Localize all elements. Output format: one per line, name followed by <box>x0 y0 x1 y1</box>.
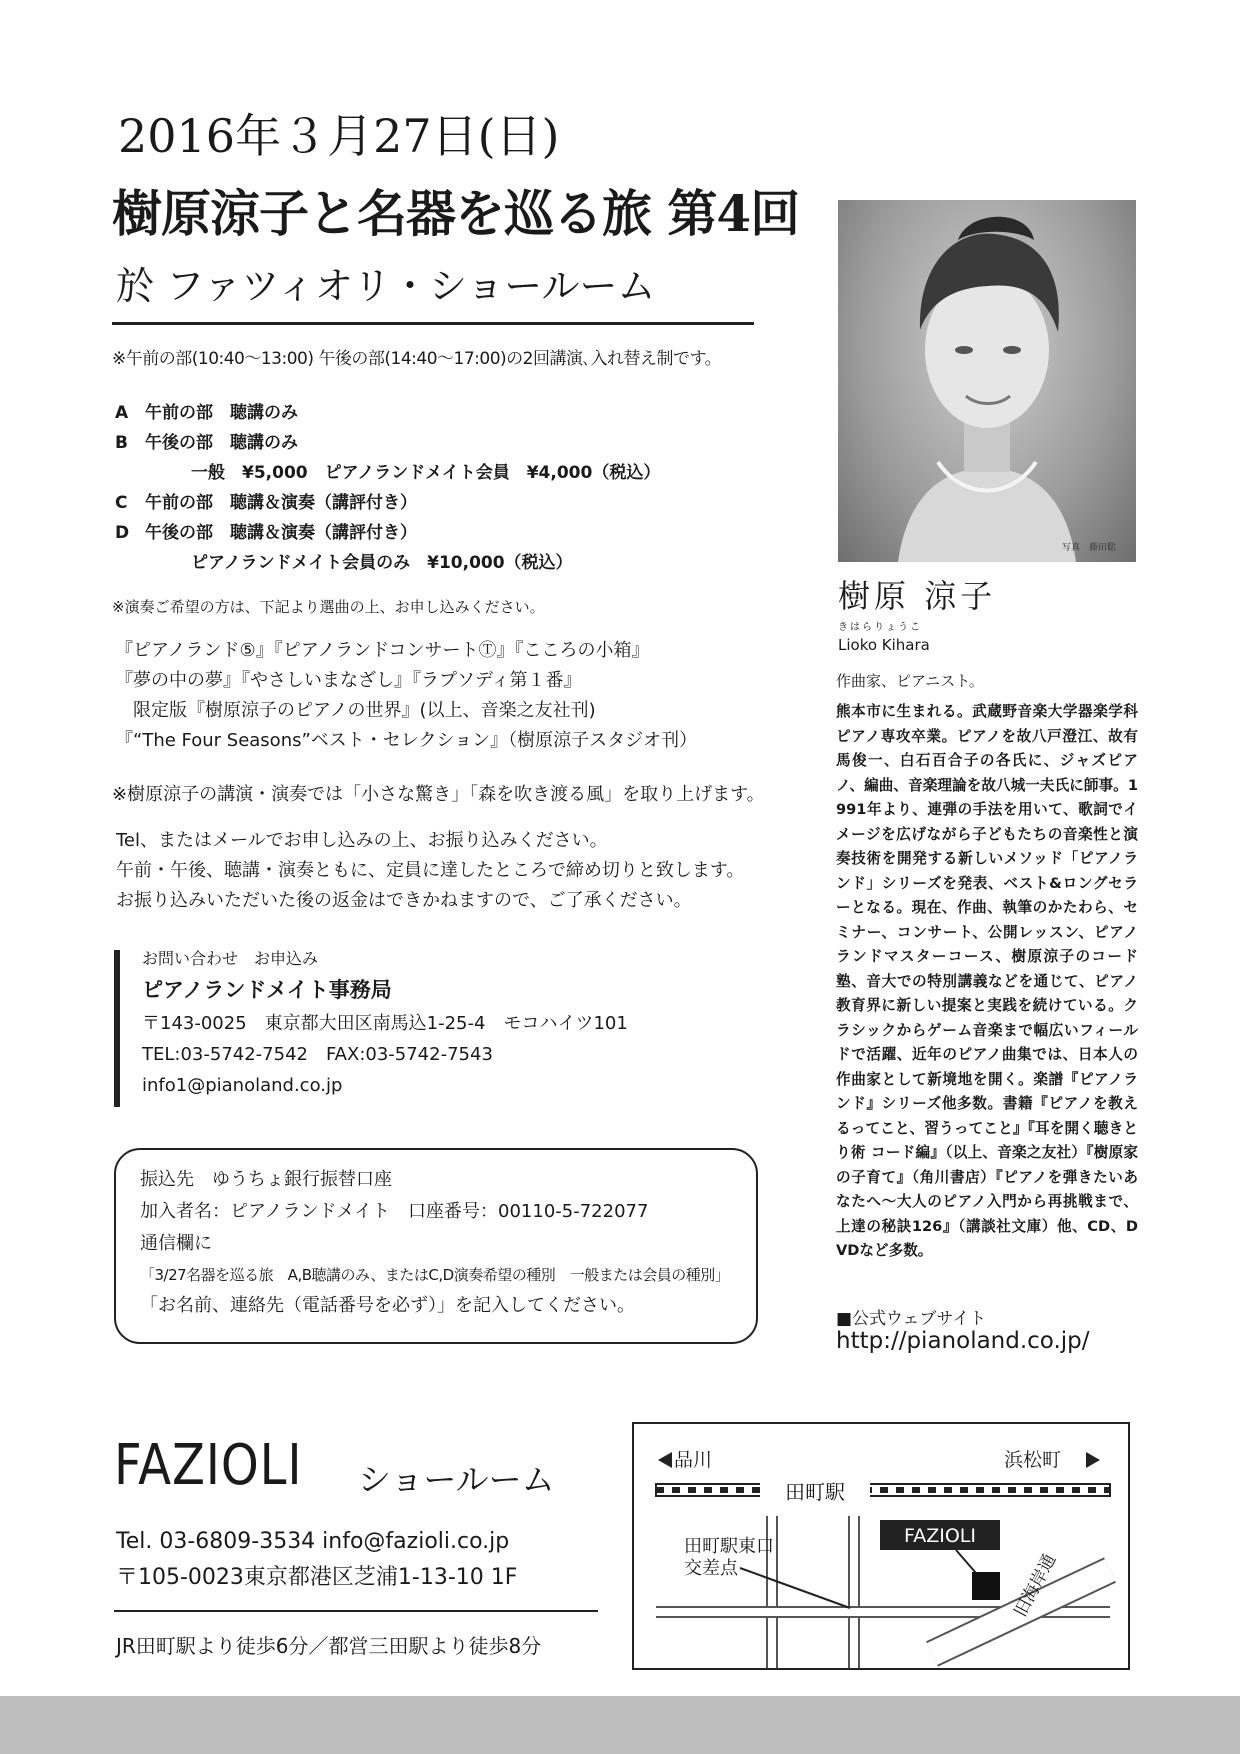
website-link[interactable]: http://pianoland.co.jp/ <box>836 1328 1090 1354</box>
apply-line: お振り込みいただいた後の返金はできかねますので、ご了承ください。 <box>116 890 692 911</box>
contact-address: 〒143-0025 東京都大田区南馬込1-25-4 モコハイツ101 <box>142 1013 628 1034</box>
lecture-note: ※樹原涼子の講演・演奏では「小さな驚き」「森を吹き渡る風」を取り上げます。 <box>112 784 765 805</box>
crossing-label: 交差点 <box>684 1558 738 1579</box>
payment-line: 加入者名：ピアノランドメイト 口座番号：00110-5-722077 <box>140 1201 649 1222</box>
payment-line: 「お名前、連絡先（電話番号を必ず）」を記入してください。 <box>140 1295 635 1316</box>
shop-marker-icon <box>972 1572 1000 1600</box>
artist-name: 樹原 涼子 <box>838 577 997 615</box>
event-date: 2016年３月27日(日) <box>118 109 560 163</box>
portrait-photo <box>838 200 1136 562</box>
payment-line: 「3/27名器を巡る旅 A,B聴講のみ、またはC,D演奏希望の種別 一般または会員の種別」 <box>140 1266 730 1284</box>
portrait-illustration <box>838 200 1136 562</box>
direction-right-label: 浜松町 <box>1004 1449 1062 1471</box>
website-label: ■公式ウェブサイト <box>836 1309 987 1329</box>
contact-label: お問い合わせ お申込み <box>142 949 319 968</box>
plan-text: ピアノランドメイト会員のみ ¥10,000（税込） <box>191 553 573 573</box>
contact-block <box>142 946 628 1101</box>
plan-text: 一般 ¥5,000 ピアノランドメイト会員 ¥4,000（税込） <box>191 463 661 483</box>
access-map <box>632 1422 1130 1670</box>
payment-info <box>140 1164 729 1322</box>
crossing-label: 田町駅東口 <box>684 1536 774 1557</box>
plan-row-a <box>115 398 660 428</box>
street-label: 旧海岸通 <box>1010 1550 1061 1621</box>
book-line: 『“The Four Seasons”ベスト・セレクション』（樹原涼子スタジオ刊） <box>115 730 698 751</box>
plan-code: A <box>115 403 129 423</box>
plan-row-c <box>115 488 660 518</box>
apply-line: 午前・午後、聴講・演奏ともに、定員に達したところで締め切りと致します。 <box>116 860 745 881</box>
artist-bio: 熊本市に生まれる。武蔵野音楽大学器楽学科ピアノ専攻卒業。ピアノを故八戸澄江、故有馬俊一、白石百合子の各氏に、ジャズピアノ、編曲、音楽理論を故八城一夫氏に師事。1991年より、連弾の手法を用いて、歌詞でイメージを広げながら子どもたちの音楽性と演奏技術を開発する新しいメソッド「ピアノランド」シリーズを発表、ベスト&ロングセラーとなる。現在、作曲、執筆のかたわら、セミナー、コンサート、公開レッスン、ピアノランドマスターコース、樹原涼子のコード塾、音大での特別講義などを通じて、ピアノ教育界に新しい提案と実践を続けている。クラシックからゲーム音楽まで幅広いフィールドで活躍、近年のピアノ曲集では、日本人の作曲家として新境地を開く。楽譜『ピアノランド』シリーズ他多数。書籍『ピアノを教えるってこと、習うってこと』『耳を開く聴きとり術 コード編』（以上、音楽之友社）『樹原家の子育て』（角川書店）『ピアノを弾きたいあなたへ〜大人のピアノ入門から再挑戦まで、上達の秘訣126』（講談社文庫）他、CD、DVDなど多数。 <box>836 703 1138 1259</box>
showroom-label: ショールーム <box>358 1460 555 1499</box>
plan-list <box>115 398 660 578</box>
contact-org: ピアノランドメイト事務局 <box>142 978 392 1002</box>
plan-row-d <box>115 518 660 548</box>
footer-band <box>0 1696 1240 1754</box>
contact-accent-bar <box>114 950 120 1107</box>
plan-row-b <box>115 428 660 458</box>
direction-left-label: 品川 <box>674 1449 713 1471</box>
artist-name-kana: きはらりょうこ <box>838 622 922 633</box>
payment-line: 振込先 ゆうちょ銀行振替口座 <box>140 1169 392 1190</box>
apply-instructions <box>116 826 744 916</box>
showroom-divider <box>114 1610 598 1612</box>
showroom-access: JR田町駅より徒歩6分／都営三田駅より徒歩8分 <box>116 1634 542 1658</box>
shop-label: FAZIOLI <box>904 1525 976 1547</box>
contact-email[interactable]: info1@pianoland.co.jp <box>142 1075 343 1096</box>
station-label: 田町駅 <box>785 1480 845 1504</box>
book-line: 『ピアノランド⑤』『ピアノランドコンサートⓉ』『こころの小箱』 <box>115 640 650 661</box>
artist-role: 作曲家、ピアニスト。 <box>836 672 984 690</box>
plan-text: 午後の部 聴講のみ <box>145 433 298 453</box>
contact-tel-fax: TEL:03-5742-7542 FAX:03-5742-7543 <box>142 1044 493 1065</box>
plan-code: D <box>115 523 130 543</box>
book-list <box>115 636 697 756</box>
plan-text: 午後の部 聴講＆演奏（講評付き） <box>145 523 417 543</box>
photo-credit: 写真 藤田聡 <box>1062 543 1117 553</box>
fazioli-logo: FAZIOLI <box>114 1433 303 1498</box>
artist-name-roman: Lioko Kihara <box>838 636 930 654</box>
book-line: 『夢の中の夢』『やさしいまなざし』『ラプソディ第１番』 <box>115 670 582 691</box>
event-venue: 於 ファツィオリ・ショールーム <box>116 264 656 308</box>
plan-code: B <box>115 433 128 453</box>
showroom-tel-mail: Tel. 03-6809-3534 info@fazioli.co.jp <box>116 1529 510 1554</box>
event-title: 樹原涼子と名器を巡る旅 第4回 <box>112 184 800 243</box>
perform-note: ※演奏ご希望の方は、下記より選曲の上、お申し込みください。 <box>112 598 545 616</box>
book-line: 限定版『樹原涼子のピアノの世界』(以上、音楽之友社刊) <box>115 700 596 721</box>
apply-line: Tel、またはメールでお申し込みの上、お振り込みください。 <box>116 830 608 851</box>
plan-price-ab <box>115 458 660 488</box>
showroom-address: 〒105-0023東京都港区芝浦1-13-10 1F <box>116 1565 518 1590</box>
schedule-note: ※午前の部(10:40〜13:00) 午後の部(14:40〜17:00)の2回講演､入れ替え制です。 <box>112 349 722 369</box>
plan-price-cd <box>115 548 660 578</box>
plan-text: 午前の部 聴講のみ <box>145 403 298 423</box>
payment-line: 通信欄に <box>140 1233 212 1254</box>
plan-text: 午前の部 聴講＆演奏（講評付き） <box>145 493 417 513</box>
plan-code: C <box>115 493 128 513</box>
title-divider <box>112 322 754 325</box>
